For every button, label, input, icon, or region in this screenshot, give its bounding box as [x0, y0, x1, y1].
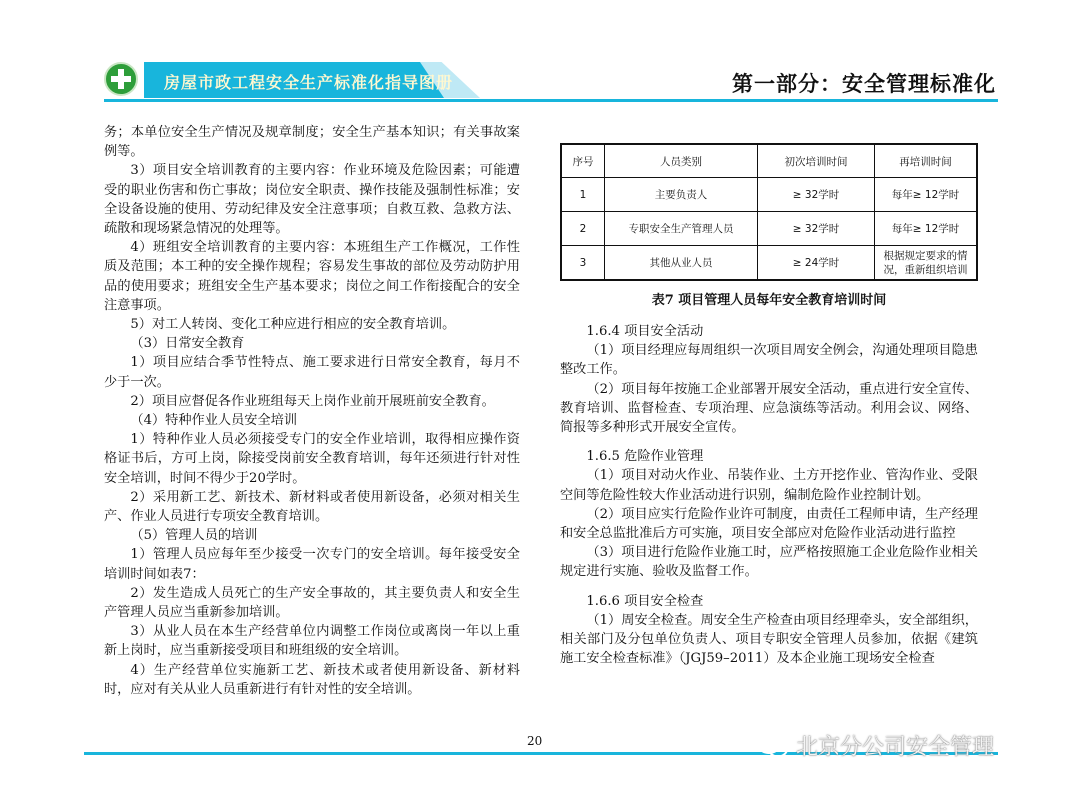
paragraph: （1）项目对动火作业、吊装作业、土方开挖作业、管沟作业、受限空间等危险性较大作业活动进行识别，编制危险作业控制计划。: [560, 468, 978, 503]
paragraph: （1）项目经理应每周组织一次项目周安全例会，沟通处理项目隐患整改工作。: [560, 343, 978, 378]
table-cell: ≥ 24学时: [758, 246, 875, 281]
table-cell: 2: [561, 212, 605, 246]
paragraph: （2）项目每年按施工企业部署开展安全活动，重点进行安全宣传、教育培训、监督检查、专项治理、应急演练等活动。利用会议、网络、简报等多种形式开展安全宣传。: [560, 381, 978, 436]
table-cell: 每年≥ 12学时: [875, 212, 978, 246]
table-cell: 主要负责人: [605, 178, 758, 212]
paragraph: 1）项目应结合季节性特点、施工要求进行日常安全教育，每月不少于一次。: [104, 355, 520, 390]
page-number: 20: [527, 734, 543, 748]
paragraph: （5）管理人员的培训: [130, 528, 258, 544]
table-cell: 根据规定要求的情况，重新组织培训: [875, 246, 978, 281]
part-title: 第一部分：安全管理标准化: [732, 71, 996, 96]
table-header-cell: 人员类别: [605, 144, 758, 178]
paragraph: （4）特种作业人员安全培训: [130, 413, 298, 429]
watermark-text: 北京分公司安全管理: [796, 735, 995, 760]
table-row: [561, 212, 977, 246]
paragraph: 1）管理人员应每年至少接受一次专门的安全培训。每年接受安全培训时间如表7：: [104, 547, 520, 582]
paragraph: （2）项目应实行危险作业许可制度，由责任工程师申请，生产经理和安全总监批准后方可实施，项目安全部应对危险作业活动进行监控: [560, 506, 978, 542]
paragraph: 1）特种作业人员必须接受专门的安全作业培训，取得相应操作资格证书后，方可上岗，除接受岗前安全教育培训，每年还须进行针对性安全培训，时间不得少于20学时。: [104, 432, 520, 486]
header-divider: [104, 99, 998, 102]
paragraph: 2）采用新工艺、新技术、新材料或者使用新设备，必须对相关生产、作业人员进行专项安全教育培训。: [104, 489, 520, 525]
paragraph: （1）周安全检查。周安全生产检查由项目经理牵头，安全部组织，相关部门及分包单位负责人、项目专职安全管理人员参加，依据《建筑施工安全检查标准》（JGJ59–2011）及本企业施工现场安全检查: [560, 612, 978, 667]
table-row: [561, 246, 977, 281]
paragraph: 2）项目应督促各作业班组每天上岗作业前开展班前安全教育。: [130, 393, 495, 409]
table-header-cell: 再培训时间: [875, 144, 978, 178]
table-header-row: [561, 144, 977, 178]
table-caption: 表7 项目管理人员每年安全教育培训时间: [651, 293, 887, 308]
paragraph: 1.6.5 危险作业管理: [586, 449, 704, 465]
paragraph: （3）项目进行危险作业施工时，应严格按照施工企业危险作业相关规定进行实施、验收及监督工作。: [560, 545, 978, 580]
paragraph: 3）项目安全培训教育的主要内容：作业环境及危险因素；可能遭受的职业伤害和伤亡事故；岗位安全职责、操作技能及强制性标准；安全设备设施的使用、劳动纪律及安全注意事项；自救互救、急救方法、疏散和现场紧急情况的处理等。: [104, 163, 520, 237]
table-header-cell: 序号: [561, 144, 605, 178]
table-cell: 专职安全生产管理人员: [605, 212, 758, 246]
table-cell: 3: [561, 246, 605, 281]
watermark: [756, 730, 994, 761]
table-header-cell: 初次培训时间: [758, 144, 875, 178]
training-hours-table: [560, 143, 978, 281]
table-cell: ≥ 32学时: [758, 212, 875, 246]
right-text-column: [560, 322, 978, 668]
table-cell: 其他从业人员: [605, 246, 758, 281]
paragraph: 务；本单位安全生产情况及规章制度；安全生产基本知识；有关事故案例等。: [104, 125, 520, 160]
left-text-column: [104, 123, 520, 699]
paragraph: 4）生产经营单位实施新工艺、新技术或者使用新设备、新材料时，应对有关从业人员重新进行有针对性的安全培训。: [104, 662, 520, 697]
table-cell: ≥ 32学时: [758, 178, 875, 212]
table-cell: 每年≥ 12学时: [875, 178, 978, 212]
paragraph: 3）从业人员在本生产经营单位内调整工作岗位或离岗一年以上重新上岗时，应当重新接受项目和班组级的安全培训。: [104, 624, 520, 659]
paragraph: 1.6.4 项目安全活动: [586, 324, 704, 339]
logo-cross-icon-bar: [111, 76, 131, 82]
booklet-title: 房屋市政工程安全生产标准化指导图册: [164, 73, 454, 92]
table-cell: 1: [561, 178, 605, 212]
paragraph: 1.6.6 项目安全检查: [586, 593, 704, 609]
paragraph: 2）发生造成人员死亡的生产安全事故的，其主要负责人和安全生产管理人员应当重新参加培训。: [104, 585, 520, 621]
wechat-icon: [756, 733, 790, 759]
paragraph: 5）对工人转岗、变化工种应进行相应的安全教育培训。: [130, 317, 456, 333]
table-row: [561, 178, 977, 212]
paragraph: 4）班组安全培训教育的主要内容：本班组生产工作概况，工作性质及范围；本工种的安全操作规程；容易发生事故的部位及劳动防护用品的使用要求；班组安全生产基本要求；岗位之间工作衔接配合的安全注意事项。: [104, 240, 520, 313]
paragraph: （3）日常安全教育: [130, 336, 245, 352]
